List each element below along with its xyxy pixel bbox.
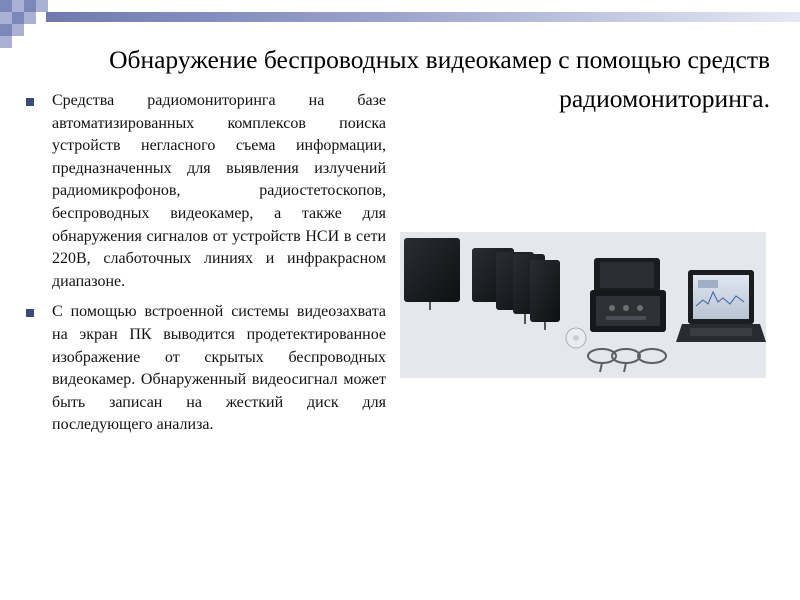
bullet-square-icon xyxy=(26,98,34,106)
laptop xyxy=(676,270,766,342)
bullet-item xyxy=(26,90,386,293)
bullet-text: С помощью встроенной системы видеозахвата на экран ПК выводится продетектированное изображение от скрытых беспроводных видеокамер. Обнаруженный видеосигнал может быть записан на жесткий диск для последующего анализа. xyxy=(52,303,386,434)
antenna-panels-group xyxy=(472,248,560,330)
bullet-text: Средства радиомониторинга на базе автоматизированных комплексов поиска устройств негласного съема информации, предназначенных для выявления излучений радиомикрофонов, радиостетоскопов, беспроводных видеокамер, а также для обнаружения сигналов от устройств НСИ в сети 220В, слаботочных линиях и инфракрасном диапазоне. xyxy=(52,92,386,290)
slide-title: Обнаружение беспроводных видеокамер с помощью средств радиомониторинга. xyxy=(109,45,770,113)
equipment-case xyxy=(590,258,666,332)
slide-body xyxy=(26,90,386,445)
antenna-panel-large xyxy=(404,238,460,310)
cd-disc xyxy=(566,328,586,348)
header-gradient-bar xyxy=(46,12,800,22)
bullet-square-icon xyxy=(26,309,34,317)
equipment-photo xyxy=(400,232,766,378)
bullet-item xyxy=(26,301,386,437)
cable-coils xyxy=(588,349,666,372)
